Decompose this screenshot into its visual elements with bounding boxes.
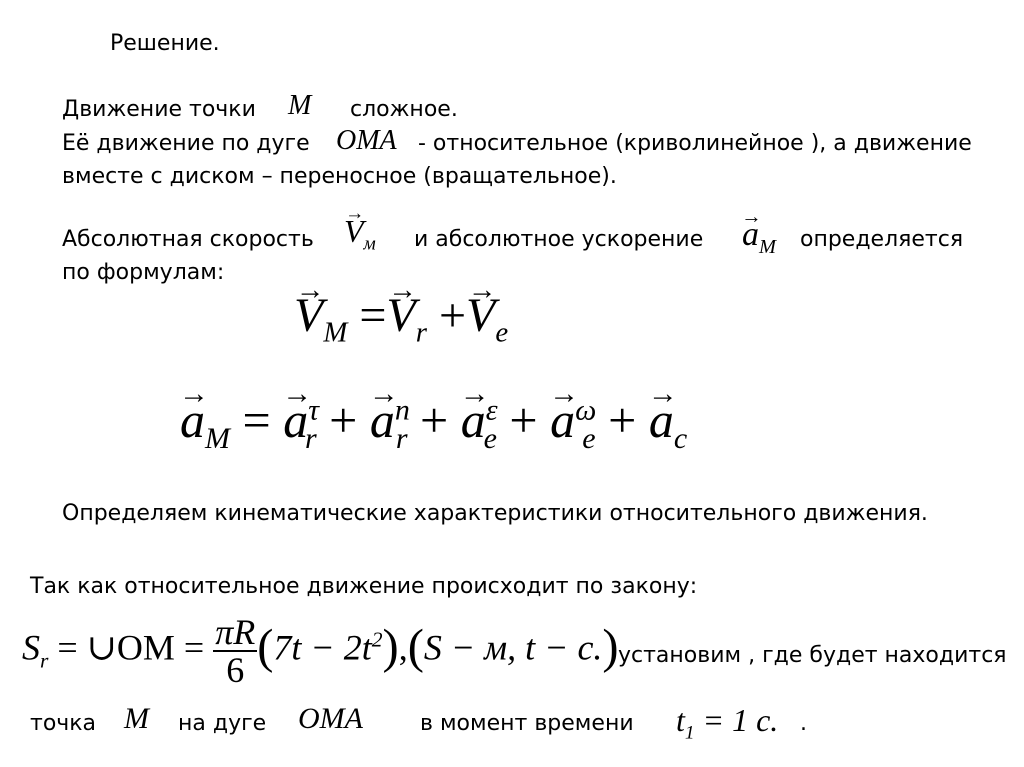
symbol-m: M [288,90,312,121]
line8-text-b: на дуге [178,711,267,736]
line8-text-c: в момент времени [420,711,634,736]
line1-text: Движение точки [62,97,256,122]
velocity-symbol: → $V_м$ [344,215,376,254]
line1-text-end: сложное. [350,97,458,122]
velocity-equation: → $V_M =\to V_r +\to V_e$ [294,292,508,347]
heading: Решение. [110,31,220,56]
line2-text: Её движение по дуге [62,131,310,156]
symbol-m-2: M [124,702,149,735]
symbol-oma: OMA [336,125,397,156]
equation-tail-text: установим , где будет находится [618,643,1007,668]
line3-text: вместе с диском – переносное (вращательное). [62,164,617,189]
symbol-oma-2: OMA [298,702,363,735]
line4-text-c: определяется [800,227,964,252]
time-value: $t_1 = 1$ c. [676,702,779,744]
acceleration-equation: → $a_M$ = → $a^\tau_r$ + → $a^n_r$ + → $a^\varepsilon_e$ + → $a^\omega_e$ + → $a_c$ [180,395,687,454]
motion-law-equation: $S_r$ = ∪OM = $\frac{\pi R}{6}$ $(7t - 2t^2),(S - м$, t − c.) [22,612,619,690]
line2-text-end: - относительное (криволинейное ), а движение [418,131,972,156]
line7-text: Так как относительное движение происходит по закону: [30,574,698,599]
acceleration-symbol: → $a_M$ [742,218,776,257]
line8-text-a: точка [30,711,97,736]
line4-text-b: и абсолютное ускорение [414,227,704,252]
line6-text: Определяем кинематические характеристики относительного движения. [62,501,928,526]
line4-text-a: Абсолютная скорость [62,227,314,252]
line5-text: по формулам: [62,260,225,285]
trailing-dot: . [800,711,807,736]
